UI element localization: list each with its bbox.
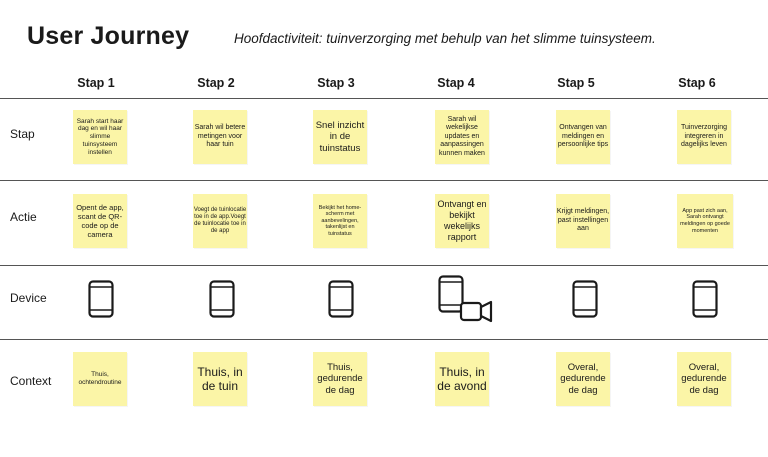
sticky-note-stap-3: Snel inzicht in de tuinstatus — [313, 110, 367, 164]
row-label-actie: Actie — [10, 210, 37, 224]
sticky-note-stap-6: Tuinverzorging integreren in dagelijks leven — [677, 110, 731, 164]
sticky-note-stap-4: Sarah wil wekelijkse updates en aanpassingen kunnen maken — [435, 110, 489, 164]
row-divider — [0, 180, 768, 181]
sticky-note-context-5: Overal, gedurende de dag — [556, 352, 610, 406]
sticky-note-actie-4: Ontvangt en bekijkt wekelijks rapport — [435, 194, 489, 248]
sticky-note-actie-6: App past zich aan, Sarah ontvangt meldingen op goede momenten — [677, 194, 733, 248]
column-header-stap-2: Stap 2 — [197, 76, 235, 90]
column-header-stap-4: Stap 4 — [437, 76, 475, 90]
sticky-note-context-4: Thuis, in de avond — [435, 352, 489, 406]
sticky-note-context-1: Thuis, ochtendroutine — [73, 352, 127, 406]
sticky-note-context-6: Overal, gedurende de dag — [677, 352, 731, 406]
sticky-note-actie-1: Opent de app, scant de QR-code op de camera — [73, 194, 127, 248]
column-header-stap-1: Stap 1 — [77, 76, 115, 90]
row-label-stap: Stap — [10, 127, 35, 141]
phone-icon — [572, 280, 598, 318]
sticky-note-context-3: Thuis, gedurende de dag — [313, 352, 367, 406]
sticky-note-stap-2: Sarah wil betere metingen voor haar tuin — [193, 110, 247, 164]
sticky-note-actie-2: Voegt de tuinlocatie toe in de app.Voegt de tuinlocatie toe in de app — [193, 194, 247, 248]
row-label-context: Context — [10, 374, 52, 388]
phone-icon — [88, 280, 114, 318]
sticky-note-stap-5: Ontvangen van meldingen en persoonlijke tips — [556, 110, 610, 164]
phone-icon — [209, 280, 235, 318]
row-divider — [0, 265, 768, 266]
sticky-note-stap-1: Sarah start haar dag en wil haar slimme tuinsysteem instellen — [73, 110, 127, 164]
column-header-stap-3: Stap 3 — [317, 76, 355, 90]
page-subtitle: Hoofdactiviteit: tuinverzorging met behulp van het slimme tuinsysteem. — [234, 31, 656, 46]
sticky-note-context-2: Thuis, in de tuin — [193, 352, 247, 406]
sticky-note-actie-5: Krijgt meldingen, past instellingen aan — [556, 194, 610, 248]
row-label-device: Device — [10, 291, 47, 305]
phone-video-camera-icon — [438, 275, 494, 325]
page-title: User Journey — [27, 22, 190, 50]
phone-icon — [692, 280, 718, 318]
phone-icon — [328, 280, 354, 318]
column-header-stap-5: Stap 5 — [557, 76, 595, 90]
column-header-stap-6: Stap 6 — [678, 76, 716, 90]
row-divider — [0, 339, 768, 340]
sticky-note-actie-3: Bekijkt het home-scherm met aanbevelingen, takenlijst en tuinstatus — [313, 194, 367, 248]
row-divider — [0, 98, 768, 99]
